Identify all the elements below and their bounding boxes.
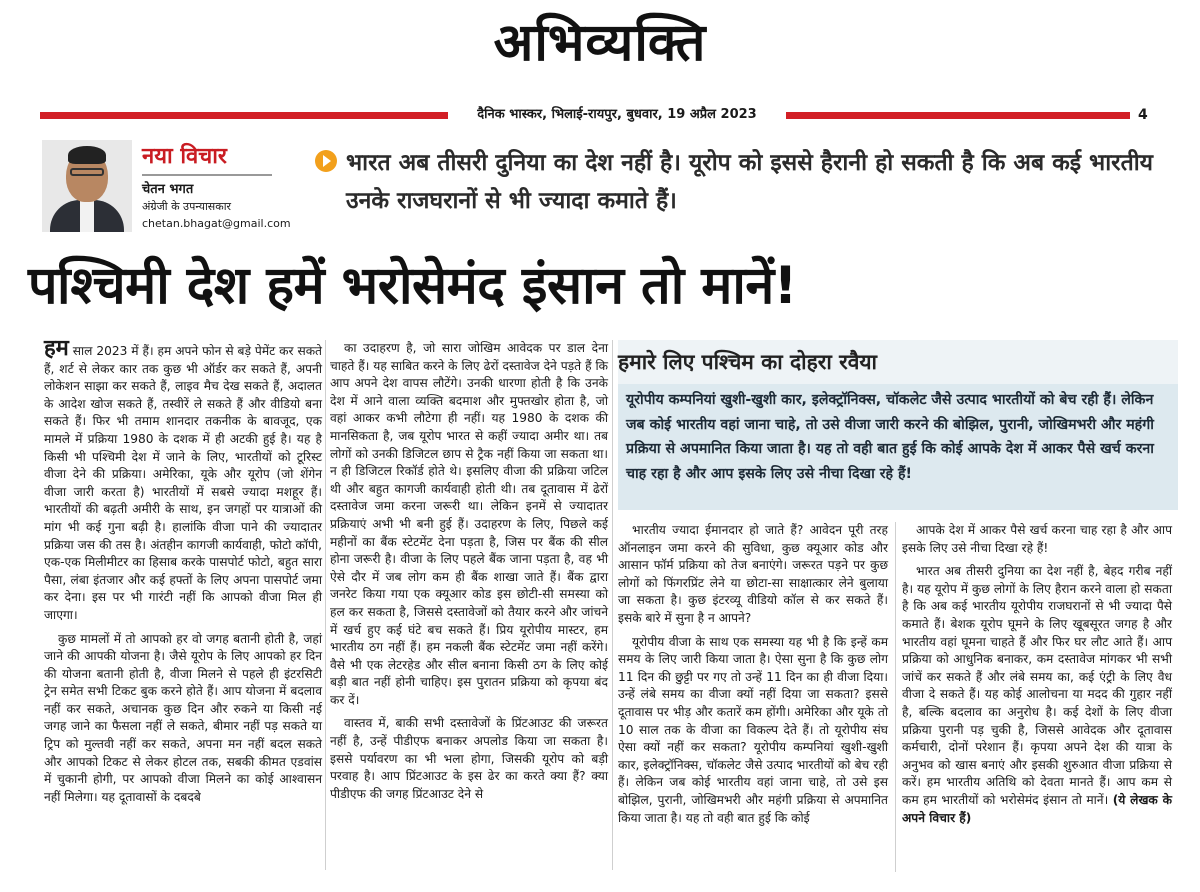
photo-glasses-shape [70, 168, 104, 176]
author-disclaimer: (ये लेखक के अपने विचार हैं) [902, 792, 1172, 825]
section-tag-rule [142, 174, 272, 176]
article-column-2 [330, 340, 608, 809]
highlight-quote: भारत अब तीसरी दुनिया का देश नहीं है। यूरोप को इससे हैरानी हो सकती है कि अब कई भारतीय उनके राजघरानों से भी ज्यादा कमाते हैं। [346, 150, 1153, 214]
article-column-3 [618, 522, 888, 833]
masthead-rule-right [786, 112, 1130, 119]
article-paragraph: आपके देश में आकर पैसे खर्च करना चाह रहा है और आप इसके लिए उसे नीचा दिखा रहे हैं! [902, 523, 1172, 555]
headline: पश्चिमी देश हमें भरोसेमंद इंसान तो मानें! [28, 256, 797, 316]
author-photo [42, 140, 132, 232]
masthead-rule-left [40, 112, 448, 119]
photo-shirt-shape [80, 200, 94, 232]
section-tag: नया विचार [142, 144, 227, 169]
sidebar-text: यूरोपीय कम्पनियां खुशी-खुशी कार, इलेक्ट्रॉनिक्स, चॉकलेट जैसे उत्पाद भारतीयों को बेच रही हैं। लेकिन जब कोई भारतीय वहां जाना चाहे, तो उसे वीजा जारी करने की बोझिल, पुरानी, जोखिमभरी और महंगी प्रक्रिया से अपमानित किया जाता है। यह तो वही बात हुई कि कोई आपके देश में आकर पैसे खर्च करना चाह रहा है और आप इसके लिए उसे नीचा दिखा रहे हैं! [626, 392, 1154, 482]
author-email: chetan.bhagat@gmail.com [142, 217, 291, 230]
article-paragraph: कुछ मामलों में तो आपको हर वो जगह बतानी होती है, जहां जाने की आपकी योजना है। जैसे यूरोप के लिए आपको हर दिन की योजना बतानी होती है, वीजा मिलने से पहले ही इंटरसिटी ट्रेन समेत सभी टिकट बुक करने होते हैं। आप योजना में बदलाव नहीं कर सकते, अचानक कुछ दिन और रुकने या किसी नई जगह जाने का फैसला नहीं ले सकते, बीमार नहीं पड़ सकते या ट्रिप को मुल्तवी नहीं कर सकते, अपना मन नहीं बदल सकते और आपको टिकट से लेकर होटल तक, सबकी कीमत एडवांस में चुकानी होगी, पर आपको वीजा मिलने का कोई आश्वासन नहीं मिलेगा। यह दूतावासों के दबदबे [44, 631, 322, 804]
article-column-1 [44, 336, 322, 812]
author-name: चेतन भगत [142, 182, 194, 197]
article-column-4 [902, 522, 1172, 833]
play-arrow-icon [315, 150, 337, 172]
article-paragraph: यूरोपीय वीजा के साथ एक समस्या यह भी है कि इन्हें कम समय के लिए जारी किया जाता है। ऐसा सुना है कि कुछ लोग 11 दिन की छुट्टी पर गए तो उन्हें 11 दिन का ही वीजा दिया। उन्हें लंबे समय का वीजा क्यों नहीं दिया जा सकता? इससे दूतावास पर भीड़ और कतारें कम होंगी। अमेरिका और यूके तो 10 साल तक के वीजा का विकल्प देते हैं। तो यूरोपीय संघ ऐसा क्यों नहीं कर सकता? यूरोपीय कम्पनियां खुशी-खुशी कार, इलेक्ट्रॉनिक्स, चॉकलेट जैसे उत्पाद भारतीयों को बेच रही हैं। लेकिन जब कोई भारतीय वहां जाना चाहे, तो उसे इस बोझिल, पुरानी, जोखिमभरी और महंगी प्रक्रिया से अपमानित किया जाता है। यह तो वही बात हुई कि कोई [618, 634, 888, 825]
dateline: दैनिक भास्कर, भिलाई-रायपुर, बुधवार, 19 अप्रैल 2023 [477, 107, 757, 122]
column-divider [895, 522, 896, 872]
sidebar-title: हमारे लिए पश्चिम का दोहरा रवैया [618, 350, 877, 374]
article-paragraph [902, 563, 1172, 827]
paragraph-text: साल 2023 में हैं। हम अपने फोन से बड़े पेमेंट कर सकते हैं, शर्ट से लेकर कार तक कुछ भी ऑर्डर कर सकते हैं, अपनी लोकेशन साझा कर सकते हैं, लाइव मैच देख सकते हैं, अदालत के आदेश खोज सकते हैं, तस्वीरें ले सकते हैं और वीडियो बना सकते हैं। फिर भी तमाम शानदार तकनीक के बावजूद, एक मामले में प्रक्रिया 1980 के दशक में ही अटकी हुई है। यह है किसी भी पश्चिमी देश में जाने के लिए, भारतीयों को टूरिस्ट वीजा देने की प्रक्रिया। अमेरिका, यूके और यूरोप (जो शेंगेन वीजा जारी करता है) भारतीयों में सबसे ज्यादा मशहूर हैं। भारतीयों की बढ़ती अमीरी के साथ, इन जगहों पर यात्राओं की मांग भी कई गुना बढ़ी है। हालांकि वीजा पाने की ज्यादातर प्रक्रिया जस की तस है। अंतहीन कागजी कार्यवाही, फोटो कॉपी, एक-एक मिलीमीटर का हिसाब करके पासपोर्ट फोटो, बहुत सारा पैसा, लंबा इंतजार और कई हफ्तों के लिए अपना पासपोर्ट जमा कर देना। इस पर भी गारंटी नहीं कि आपको वीजा मिल ही जाएगा। [44, 344, 322, 622]
column-divider [612, 340, 613, 870]
paragraph-text: भारत अब तीसरी दुनिया का देश नहीं है, बेहद गरीब नहीं है। यह यूरोप में कुछ लोगों के लिए हैरान करने वाला हो सकता है कि अब कई भारतीय यूरोपीय राजघरानों से भी ज्यादा पैसे कमाते हैं। बेशक यूरोप घूमने के लिए खूबसूरत जगह है और भारतीय वहां घूमना चाहते हैं और फिर घर लौट आते हैं। आप प्रक्रिया को आधुनिक बनाकर, कम दस्तावेज मांगकर भी सभी जांचें कर सकते हैं और लंबे समय का, कई एंट्री के लिए वैध वीजा दे सकते हैं। यह कोई आलोचना या मदद की गुहार नहीं है, बल्कि बदलाव का अनुरोध है। कई देशों के लिए वीजा प्रक्रिया पुरानी पड़ चुकी है, जिससे आवेदक और दूतावास कर्मचारी, दोनों परेशान हैं। कृपया अपने देश की यात्रा के अनुभव को खास बनाएं और इसकी शुरुआत वीजा प्रक्रिया से करें। हम भारतीय अतिथि को देवता मानते हैं। आप कम से कम हम भारतीयों को भरोसेमंद इंसान तो मानें। [902, 564, 1172, 807]
article-paragraph: भारतीय ज्यादा ईमानदार हो जाते हैं? आवेदन पूरी तरह ऑनलाइन जमा करने की सुविधा, कुछ क्यूआर कोड और आसान फॉर्म प्रक्रिया को तेज बनाएंगे। जरूरत पड़ने पर कुछ लोगों को फिंगरप्रिंट लेने या छोटा-सा साक्षात्कार लेने बुलाया जा सकता है। कुछ इंटरव्यू वीडियो कॉल से कर सकते हैं। इसके बारे में सुना है न आपने? [618, 523, 888, 625]
column-divider [325, 340, 326, 870]
page-number: 4 [1138, 107, 1148, 123]
photo-hair-shape [68, 146, 106, 164]
author-role: अंग्रेजी के उपन्यासकार [142, 200, 232, 213]
article-paragraph: का उदाहरण है, जो सारा जोखिम आवेदक पर डाल देना चाहते हैं। यह साबित करने के लिए ढेरों दस्तावेज देने पड़ते हैं कि आप अपने देश वापस लौटेंगे। उनकी धारणा होती है कि उनके देश में आने वाला व्यक्ति बदमाश और मुफ्तखोर होता है, जो वहां आकर कभी लौटेगा ही नहीं। यह 1980 के दशक की मानसिकता है, जब यूरोप भारत से कहीं ज्यादा अमीर था। तब लोगों को उनकी डिजिटल छाप से ट्रैक नहीं किया जा सकता था। न ही डिजिटल रिकॉर्ड होते थे। इसलिए वीजा की प्रक्रिया जटिल थी और बहुत कागजी कार्यवाही होती थी। तब दूतावास में ढेरों दस्तावेज जमा करना जरूरी था। लेकिन इनमें से ज्यादातर प्रक्रियाएं अभी भी बनी हुई हैं। उदाहरण के लिए, पिछले कई महीनों का बैंक स्टेटमेंट देना पड़ता है, जिस पर बैंक की सील होना जरूरी है। वीजा के लिए पहले बैंक जाना पड़ता है, वह भी ऐसे दौर में जब लोग कम ही बैंक शाखा जाते हैं। बैंक द्वारा जनरेट किया गया एक क्यूआर कोड इस छोटी-सी समस्या को हल कर सकता है, जिससे दस्तावेजों को तैयार करने और जांचने में खर्च हुए कई घंटे बच सकते हैं। प्रिय यूरोपीय मास्टर, हम भारतीय ठग नहीं हैं। हम नकली बैंक स्टेटमेंट जमा नहीं करेंगे। वैसे भी एक लेटरहेड और सील बनाना किसी ठग के लिए कोई बड़ी बात नहीं होनी चाहिए। इस पुरातन प्रक्रिया को कृपया बंद कर दें। [330, 341, 608, 707]
article-paragraph [44, 336, 322, 625]
dropcap: हम [44, 336, 69, 361]
masthead: अभिव्यक्ति [493, 12, 707, 73]
article-paragraph: वास्तव में, बाकी सभी दस्तावेजों के प्रिंटआउट की जरूरत नहीं है, उन्हें पीडीएफ बनाकर अपलोड किया जा सकता है। इससे पर्यावरण का भी भला होगा, जिसकी यूरोप को बड़ी परवाह है। आप प्रिंटआउट के इस ढेर का करते क्या हैं? क्या पीडीएफ की जगह प्रिंटआउट देने से [330, 716, 608, 801]
